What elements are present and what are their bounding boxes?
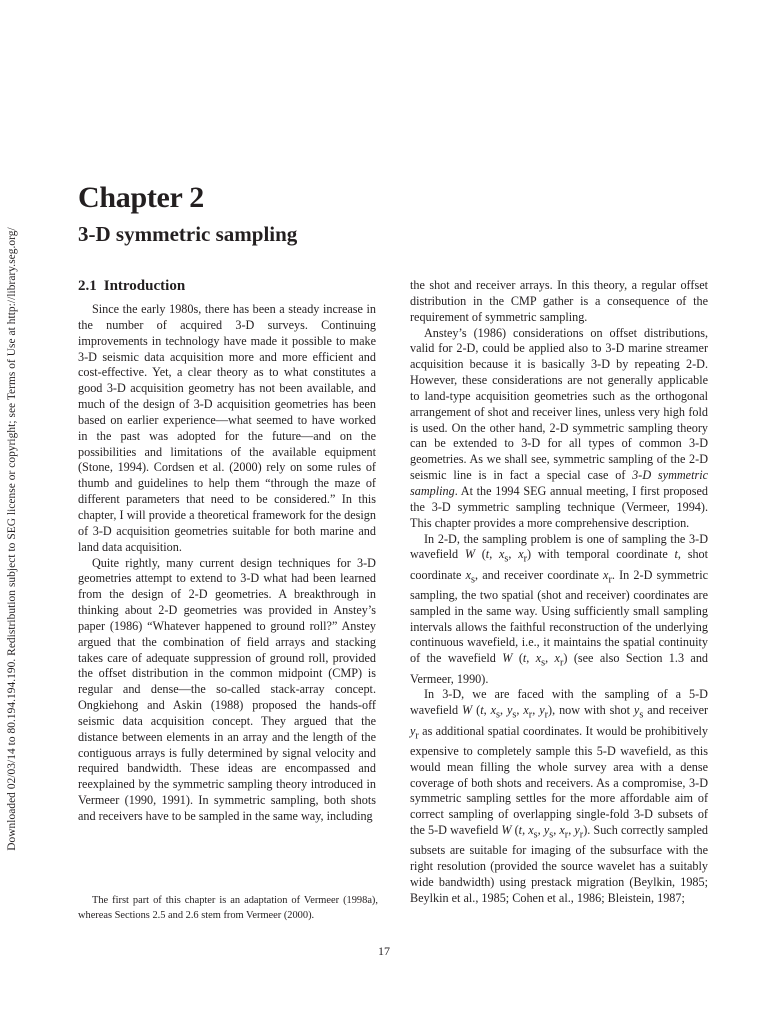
paragraph-continued: the shot and receiver arrays. In this theory, a regular offset distribution in the CMP gather is a consequence of the requirement of symmetric sampling. xyxy=(410,278,708,324)
right-column xyxy=(410,278,708,907)
footnote: The first part of this chapter is an adaptation of Vermeer (1998a), whereas Sections 2.5 and 2.6 stem from Vermeer (2000). xyxy=(78,895,378,922)
section-number: 2.1 xyxy=(78,278,97,294)
download-notice-text: Downloaded 02/03/14 to 80.194.194.190. Redistribution subject to SEG license or copyright; see Terms of Use at http://library.seg.org/ xyxy=(6,227,18,851)
italic-term: 3-D symmetric sampling xyxy=(410,468,709,498)
paragraph: In 2-D, the sampling problem is one of sampling the 3-D wavefield W (t, $x_s$, $x_r$) with temporal coordinate t, shot coordinate $x_s$, and receiver coordinate $x_r$. In 2-D symmetric sampling, the two spatial (shot and receiver) coordinates are sampled in the same way. Using sufficiently small sampling intervals allows the faithful reconstruction of the underlying continuous wavefield, i.e., it maintains the spatial continuity of the wavefield W (t, $x_s$, $x_r$) (see also Section 1.3 and Vermeer, 1990). xyxy=(410,531,709,686)
chapter-title: 3-D symmetric sampling xyxy=(78,222,298,246)
paragraph: Quite rightly, many current design techniques for 3-D geometries attempt to extend to 3-D what had been learned from the design of 2-D geometries. A breakthrough in thinking about 2-D geometries was provided in Anstey’s paper (1986) “Whatever happened to ground roll?” Anstey argued that the combination of field arrays and stacking takes care of adequate suppression of ground roll, provided the offset distribution in the common midpoint (CMP) is regular and dense—the so-called stack-array concept. Ongkiehong and Askin (1988) proposed the hands-off seismic data acquisition concept. They argued that the distance between elements in an array and the length of the contiguous arrays is fully determined by signal velocity and required bandwidth. These ideas are encompassed and reexplained by the symmetric sampling theory introduced in Vermeer (1990, 1991). In symmetric sampling, both shots and receivers have to be sampled in the same way, including xyxy=(78,555,376,823)
chapter-label: Chapter 2 xyxy=(78,181,204,214)
paragraph: Anstey’s (1986) considerations on offset distributions, valid for 2-D, could be applied also to 3-D marine streamer acquisition because it is basically 3-D by repeating 2-D. However, these considerations are not generally applicable to land-type acquisition geometries such as the orthogonal arrangement of shot and receiver lines, unless very high fold is used. On the other hand, 2-D symmetric sampling theory can be extended to 3-D for all types of common 3-D geometries. As we shall see, symmetric sampling of the 2-D seismic line is in fact a special case of 3-D symmetric sampling. At the 1994 SEG annual meeting, I first proposed the 3-D symmetric sampling technique (Vermeer, 1994). This chapter provides a more comprehensive description. xyxy=(410,325,709,530)
section-title: Introduction xyxy=(103,278,186,294)
download-notice xyxy=(2,160,22,918)
left-column xyxy=(78,302,376,825)
paragraph: In 3-D, we are faced with the sampling of a 5-D wavefield W (t, $x_s$, $y_s$, $x_r$, $y_r$), now with shot $y_s$ and receiver $y_r$ as additional spatial coordinates. It would be prohibitively expensive to completely sample this 5-D wavefield, as this would mean filling the whole survey area with a dense coverage of both shots and receivers. As a compromise, 3-D symmetric sampling settles for the more affordable aim of correct sampling of overlapping single-fold 3-D subsets of the 5-D wavefield W (t, $x_s$, $y_s$, $x_r$, $y_r$). Such correctly sampled subsets are suitable for imaging of the subsurface with the right resolution (provided the source wavelet has a suitably wide bandwidth) using prestack migration (Beylkin, 1985; Beylkin et al., 1985; Cohen et al., 1986; Bleistein, 1987; xyxy=(410,687,709,905)
section-heading xyxy=(78,278,185,295)
paragraph: Since the early 1980s, there has been a steady increase in the number of acquired 3-D surveys. Continuing improvements in technology have made it possible to make 3-D seismic data acquisition more and more efficient and cost-effective. Yet, a clear theory as to what constitutes a good 3-D acquisition geometry has not been available, and much of the design of 3-D acquisition geometries has been based on earlier experience—what seemed to have worked in the past was adopted for the future—and on the possibilities and limitations of the available equipment (Stone, 1994). Cordsen et al. (2000) rely on some rules of thumb and guidelines to help them “through the maze of different parameters that need to be considered.” In this chapter, I will provide a theoretical framework for the design of 3-D acquisition geometries suitable for both marine and land data acquisition. xyxy=(78,302,376,554)
page-number: 17 xyxy=(378,944,390,958)
